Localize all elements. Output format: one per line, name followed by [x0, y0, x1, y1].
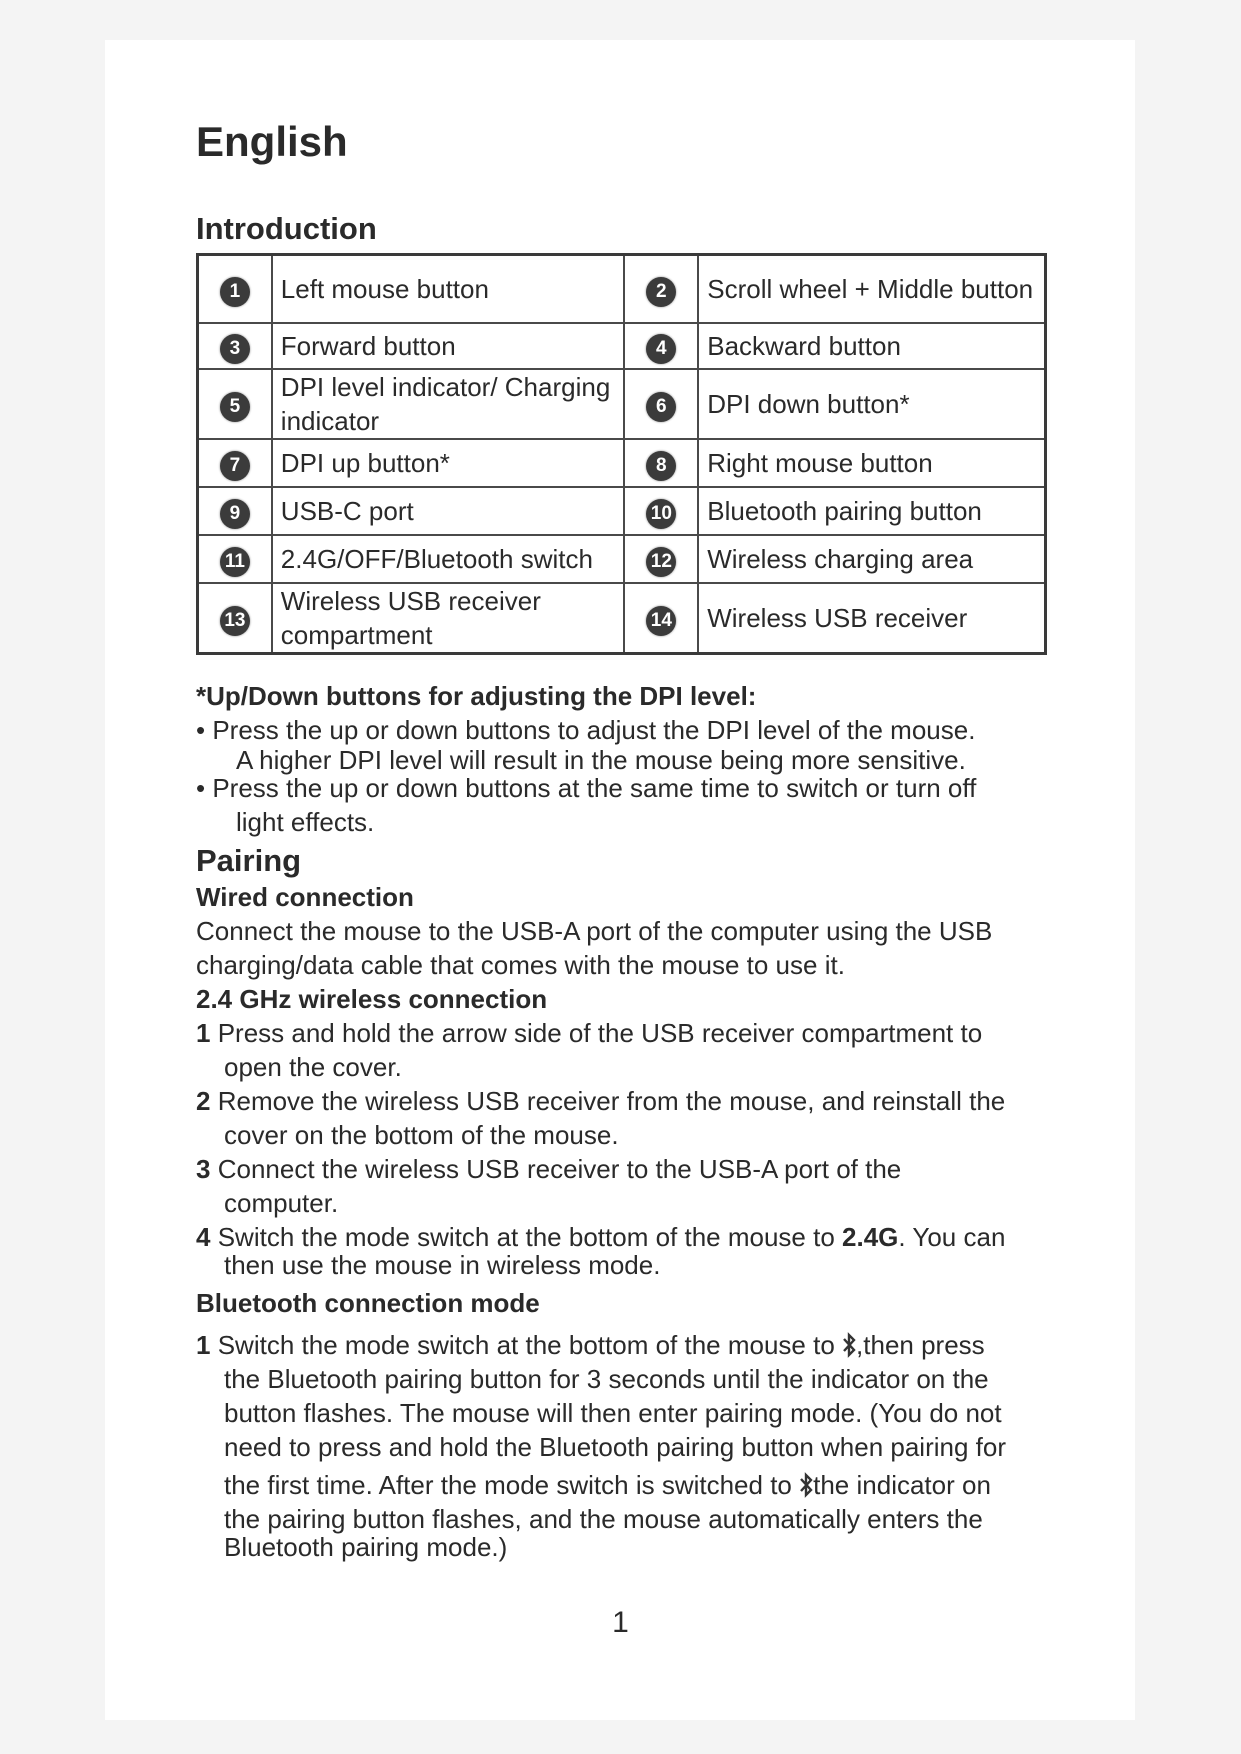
- part-label: Forward button: [272, 323, 625, 369]
- pairing-heading: Pairing: [196, 843, 302, 878]
- number-badge: 10: [646, 499, 676, 529]
- page-number: 1: [612, 1606, 629, 1639]
- wireless-step-cont: cover on the bottom of the mouse.: [224, 1120, 619, 1150]
- dpi-bullet-1-cont: A higher DPI level will result in the mouse being more sensitive.: [236, 745, 966, 775]
- bluetooth-icon: [842, 1332, 856, 1358]
- dpi-bullet-2-cont: light effects.: [236, 807, 375, 837]
- wireless-heading: 2.4 GHz wireless connection: [196, 984, 548, 1014]
- table-row: [198, 323, 1046, 369]
- wireless-step: 3 Connect the wireless USB receiver to the USB-A port of the: [196, 1154, 902, 1184]
- part-label: DPI up button*: [272, 439, 625, 487]
- number-badge: 13: [220, 606, 250, 636]
- number-badge: 3: [220, 334, 250, 364]
- parts-table: [196, 253, 1047, 655]
- bluetooth-step-line: the first time. After the mode switch is switched to the indicator on: [224, 1470, 991, 1500]
- table-row: [198, 535, 1046, 583]
- dpi-section: [196, 679, 976, 839]
- dpi-bullet-1: • Press the up or down buttons to adjust the DPI level of the mouse.: [196, 715, 976, 745]
- introduction-heading: Introduction: [196, 211, 377, 246]
- bluetooth-step-line: the pairing button flashes, and the mouse automatically enters the: [224, 1504, 983, 1534]
- wireless-step: 1 Press and hold the arrow side of the USB receiver compartment to: [196, 1018, 983, 1048]
- dpi-bullet-2: • Press the up or down buttons at the same time to switch or turn off: [196, 773, 977, 803]
- number-badge: 11: [220, 547, 250, 577]
- number-badge: 8: [646, 451, 676, 481]
- part-label: 2.4G/OFF/Bluetooth switch: [272, 535, 625, 583]
- part-label: Right mouse button: [698, 439, 1045, 487]
- part-label: Wireless charging area: [698, 535, 1045, 583]
- bluetooth-step: 1 Switch the mode switch at the bottom of the mouse to ,then press: [196, 1330, 985, 1360]
- number-badge: 2: [646, 277, 676, 307]
- language-heading: English: [196, 118, 348, 165]
- part-label: Bluetooth pairing button: [698, 487, 1045, 535]
- wireless-step: 2 Remove the wireless USB receiver from the mouse, and reinstall the: [196, 1086, 1006, 1116]
- bluetooth-step-line: Bluetooth pairing mode.): [224, 1532, 508, 1562]
- wired-text: Connect the mouse to the USB-A port of the computer using the USB charging/data cable that comes with the mouse to use it.: [196, 916, 993, 980]
- table-row: [198, 487, 1046, 535]
- bluetooth-heading: Bluetooth connection mode: [196, 1288, 540, 1318]
- number-badge: 14: [646, 606, 676, 636]
- pairing-section: [196, 880, 1046, 1564]
- number-badge: 4: [646, 334, 676, 364]
- bluetooth-step-line: the Bluetooth pairing button for 3 seconds until the indicator on the: [224, 1364, 989, 1394]
- part-label: DPI down button*: [698, 369, 1045, 439]
- part-label: USB-C port: [272, 487, 625, 535]
- number-badge: 7: [220, 451, 250, 481]
- wireless-step-cont: then use the mouse in wireless mode.: [224, 1250, 661, 1280]
- part-label: Left mouse button: [272, 255, 625, 323]
- number-badge: 9: [220, 499, 250, 529]
- part-label: DPI level indicator/ Charging indicator: [272, 369, 625, 439]
- number-badge: 5: [220, 392, 250, 422]
- wireless-step: 4 Switch the mode switch at the bottom of the mouse to 2.4G. You can: [196, 1222, 1006, 1252]
- number-badge: 6: [646, 392, 676, 422]
- bluetooth-icon: [799, 1472, 813, 1498]
- dpi-heading: *Up/Down buttons for adjusting the DPI level:: [196, 681, 757, 711]
- part-label: Wireless USB receiver: [698, 583, 1045, 654]
- wireless-step-cont: computer.: [224, 1188, 339, 1218]
- number-badge: 1: [220, 277, 250, 307]
- wired-heading: Wired connection: [196, 882, 414, 912]
- bluetooth-step-line: need to press and hold the Bluetooth pairing button when pairing for: [224, 1432, 1006, 1462]
- table-row: [198, 369, 1046, 439]
- part-label: Backward button: [698, 323, 1045, 369]
- number-badge: 12: [646, 547, 676, 577]
- part-label: Wireless USB receiver compartment: [272, 583, 625, 654]
- table-row: [198, 583, 1046, 654]
- table-row: [198, 255, 1046, 323]
- part-label: Scroll wheel + Middle button: [698, 255, 1045, 323]
- wireless-step-cont: open the cover.: [224, 1052, 402, 1082]
- table-row: [198, 439, 1046, 487]
- bluetooth-step-line: button flashes. The mouse will then enter pairing mode. (You do not: [224, 1398, 1002, 1428]
